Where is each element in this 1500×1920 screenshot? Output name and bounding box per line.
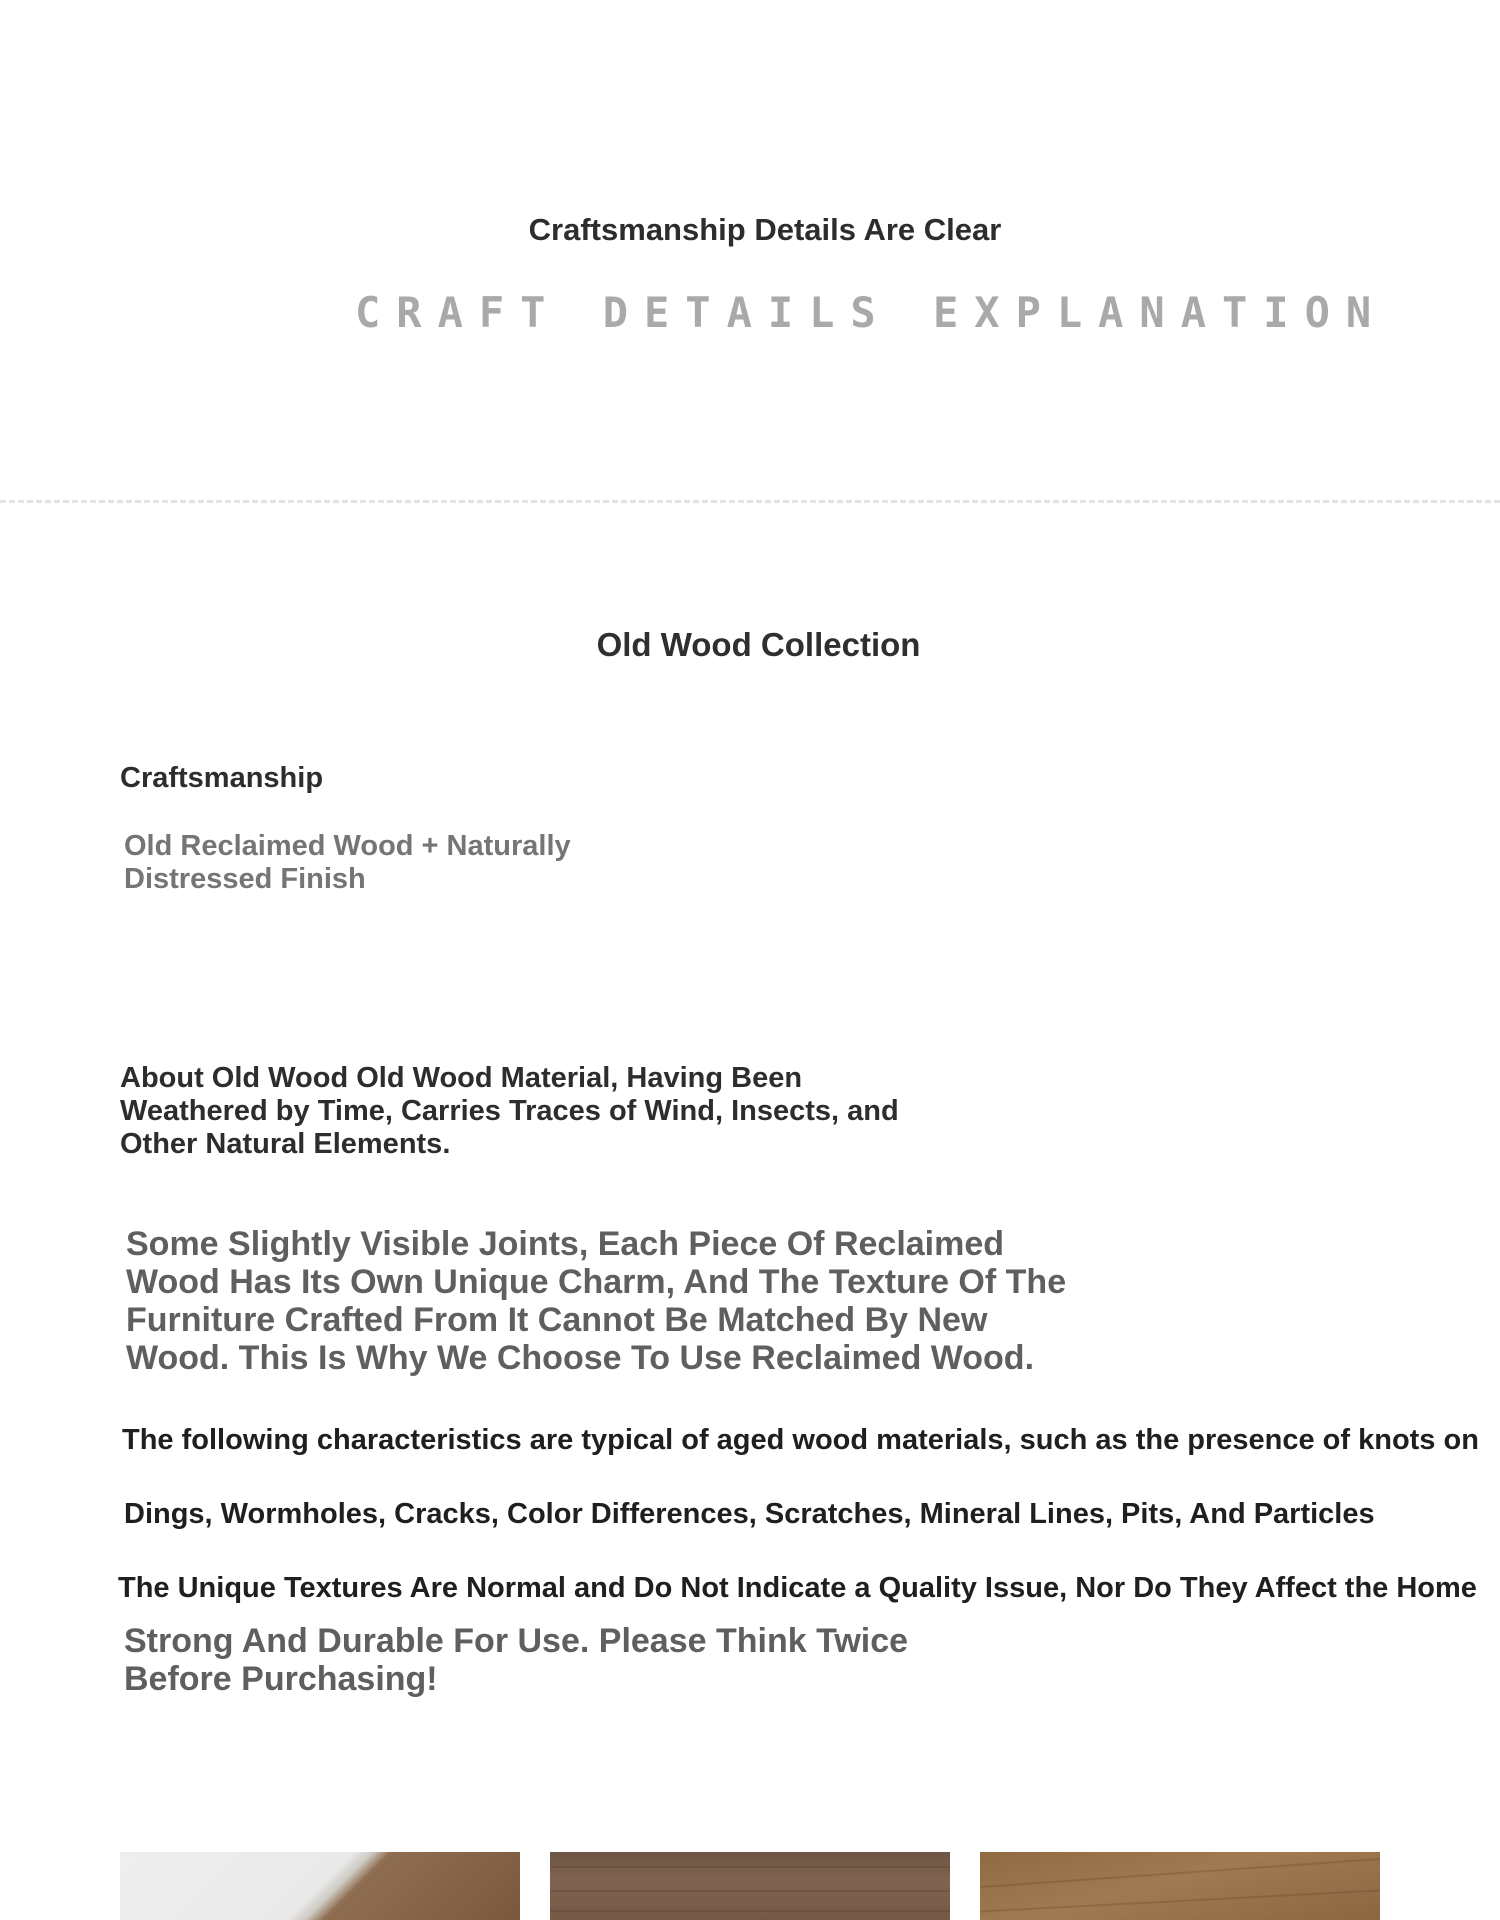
unique-textures-text: The Unique Textures Are Normal and Do Not Indicate a Quality Issue, Nor Do They Affect the Home [118,1572,1477,1604]
page-subtitle: CRAFT DETAILS EXPLANATION [355,288,1388,337]
craftsmanship-value: Old Reclaimed Wood + Naturally Distressed Finish [124,830,571,895]
page-title: Craftsmanship Details Are Clear [528,212,1002,247]
wood-grain-line [980,1890,1380,1913]
collection-title: Old Wood Collection [596,626,921,663]
wood-grain-photo [980,1852,1380,1920]
wood-grain-line [550,1910,950,1912]
craftsmanship-label: Craftsmanship [120,762,324,794]
wood-surface-photo [550,1852,950,1920]
characteristics-text: The following characteristics are typical of aged wood materials, such as the presence of knots on [122,1424,1479,1456]
wood-corner-photo [120,1852,520,1920]
about-old-wood-text: About Old Wood Old Wood Material, Having Been Weathered by Time, Carries Traces of Wind, Insects, and Other Natural Elements. [120,1062,899,1160]
section-divider [0,500,1500,503]
durable-warning-text: Strong And Durable For Use. Please Think Twice Before Purchasing! [124,1622,909,1698]
characteristics-list: Dings, Wormholes, Cracks, Color Differences, Scratches, Mineral Lines, Pits, And Particles [124,1498,1375,1530]
wood-grain-line [550,1866,950,1868]
wood-grain-line [980,1858,1379,1888]
wood-grain-line [550,1890,950,1892]
joints-text: Some Slightly Visible Joints, Each Piece Of Reclaimed Wood Has Its Own Unique Charm, And The Texture Of The Furniture Crafted From It Cannot Be Matched By New Wood. This Is Why We Choose To Use Reclaimed Wood. [126,1225,1067,1377]
